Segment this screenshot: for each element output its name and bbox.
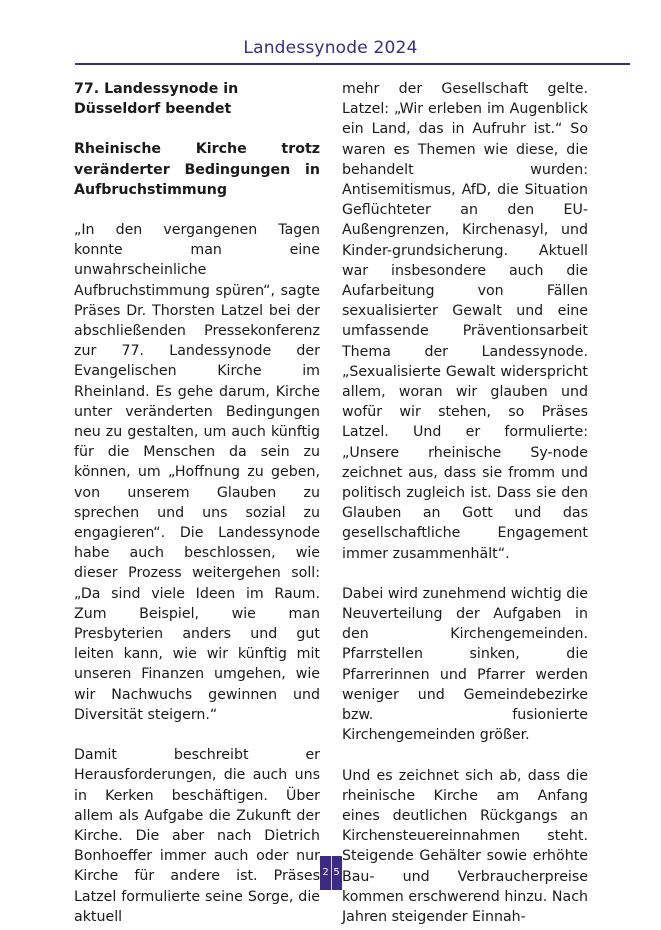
- page-number-separator: [331, 856, 332, 890]
- page-number-digit-2: 5: [333, 867, 340, 878]
- right-column: [342, 79, 588, 927]
- article-subheadline: Rheinische Kirche trotz veränderter Bedingungen in Aufbruchstimmung: [74, 141, 320, 198]
- article-headline: 77. Landessynode in Düsseldorf beendet: [74, 81, 239, 118]
- paragraph-left-1: „In den vergangenen Tagen konnte man eine unwahrscheinliche Aufbruchstimmung spüren“, sagte Präses Dr. Thorsten Latzel bei der abschließenden Pressekonferenz zur 77. Landessynode der Evangelischen Kirche im Rheinland. Es gehe darum, Kirche unter veränderten Bedingungen neu zu gestalten, um auch künftig für die Menschen da sein zu können, um „Hoffnung zu geben, von unserem Glauben zu sprechen und uns sozial zu engagieren“. Die Landessynode habe auch beschlossen, wie dieser Prozess weitergehen soll: „Da sind viele Ideen im Raum. Zum Beispiel, wie man Presbyterien anders und gut leiten kann, wie wir künftig mit unseren Finanzen umgehen, wie wir Nachwuchs gewinnen und Diversität steigern.“: [74, 222, 320, 723]
- paragraph-right-3: Und es zeichnet sich ab, dass die rheinische Kirche am Anfang eines deutlichen Rückgangs an Kirchensteuereinnahmen steht. Steigende Gehälter sowie erhöhte Bau- und Verbraucherpreise kommen erschwerend hinzu. Nach Jahren steigender Einnah-: [342, 767, 588, 925]
- paragraph-right-1: mehr der Gesellschaft gelte. Latzel: „Wir erleben im Augenblick ein Land, das in Aufruhr ist.“ So waren es Themen wie diese, die behandelt wurden: Antisemitismus, AfD, die Situation Geflüchteter an den EU-Außengrenzen, Kirchenasyl, und Kinder-grundsicherung. Aktuell war insbesondere auch die Aufarbeitung von Fällen sexualisierter Gewalt und eine umfassende Präventionsarbeit Thema der Landessynode. „Sexualisierte Gewalt widerspricht allem, woran wir glauben und wofür wir stehen, so Präses Latzel. Und er formulierte: „Unsere rheinische Sy-node zeichnet aus, dass sie fromm und politisch zugleich ist. Dass sie den Glauben an Gott und das gesellschaftliche Engagement immer zusammenhält“.: [342, 81, 588, 562]
- page-number-badge: [320, 856, 342, 890]
- page-number-digit-1: 2: [322, 867, 329, 878]
- left-column: [74, 79, 320, 927]
- header-divider: [75, 63, 630, 65]
- paragraph-right-2: Dabei wird zunehmend wichtig die Neuverteilung der Aufgaben in den Kirchengemeinden. Pfarrstellen sinken, die Pfarrerinnen und Pfarrer werden weniger und Gemeindebezirke bzw. fusionierte Kirchengemeinden größer.: [342, 585, 588, 744]
- page-header-title: Landessynode 2024: [243, 38, 418, 58]
- paragraph-left-2: Damit beschreibt er Herausforderungen, die auch uns in Kerken beschäftigen. Über allem als Aufgabe die Zukunft der Kirche. Die aber nach Dietrich Bonhoeffer immer auch oder nur Kirche für andere ist. Präses Latzel formulierte seine Sorge, die aktuell: [74, 747, 320, 925]
